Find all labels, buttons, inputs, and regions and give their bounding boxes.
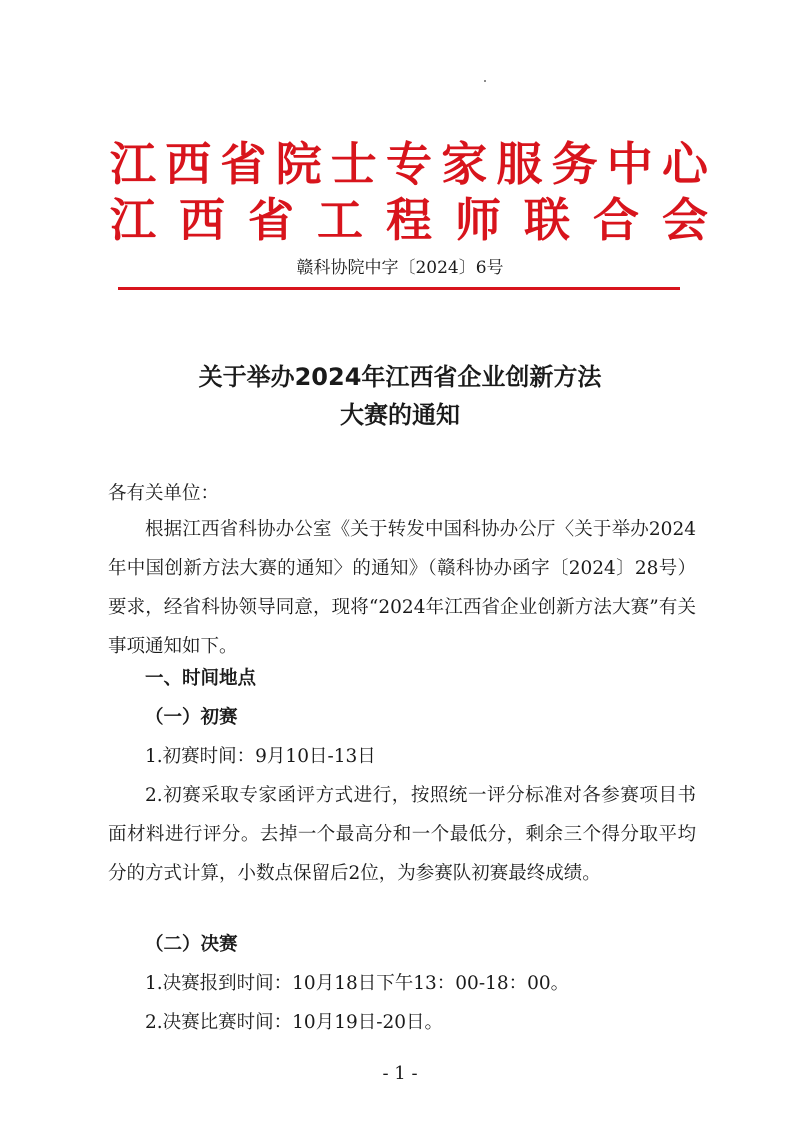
- section-heading-time-location: 一、时间地点: [145, 668, 257, 689]
- document-title-line1: 关于举办2024年江西省企业创新方法: [198, 363, 602, 391]
- subsection-heading-final: （二）决赛: [145, 934, 238, 955]
- issuing-organization-2: 江西省工程师联合会: [110, 193, 708, 247]
- final-competition-time: 2.决赛比赛时间：10月19日-20日。: [145, 1012, 444, 1033]
- scan-speck: [484, 80, 486, 82]
- page-number: - 1 -: [382, 1063, 418, 1084]
- preliminary-method-paragraph: 2.初赛采取专家函评方式进行，按照统一评分标准对各参赛项目书面材料进行评分。去掉一个最高分和一个最低分，剩余三个得分取平均分的方式计算，小数点保留后2位，为参赛队初赛最终成绩。: [108, 785, 696, 884]
- issuing-organization-1: 江西省院士专家服务中心: [110, 137, 708, 191]
- subsection-heading-preliminary: （一）初赛: [145, 707, 238, 728]
- document-title-line2: 大赛的通知: [340, 401, 460, 429]
- final-registration-time: 1.决赛报到时间：10月18日下午13：00-18：00。: [145, 973, 570, 994]
- preliminary-time: 1.初赛时间：9月10日-13日: [145, 746, 376, 767]
- salutation: 各有关单位：: [108, 483, 220, 504]
- document-number: 赣科协院中字〔2024〕6号: [296, 258, 504, 278]
- intro-paragraph: 根据江西省科协办公室《关于转发中国科协办公厅〈关于举办2024年中国创新方法大赛的通知〉的通知》（赣科协办函字〔2024〕28号）要求，经省科协领导同意，现将“2024年江西省企业创新方法大赛”有关事项通知如下。: [108, 519, 696, 657]
- red-separator-line: [118, 287, 680, 290]
